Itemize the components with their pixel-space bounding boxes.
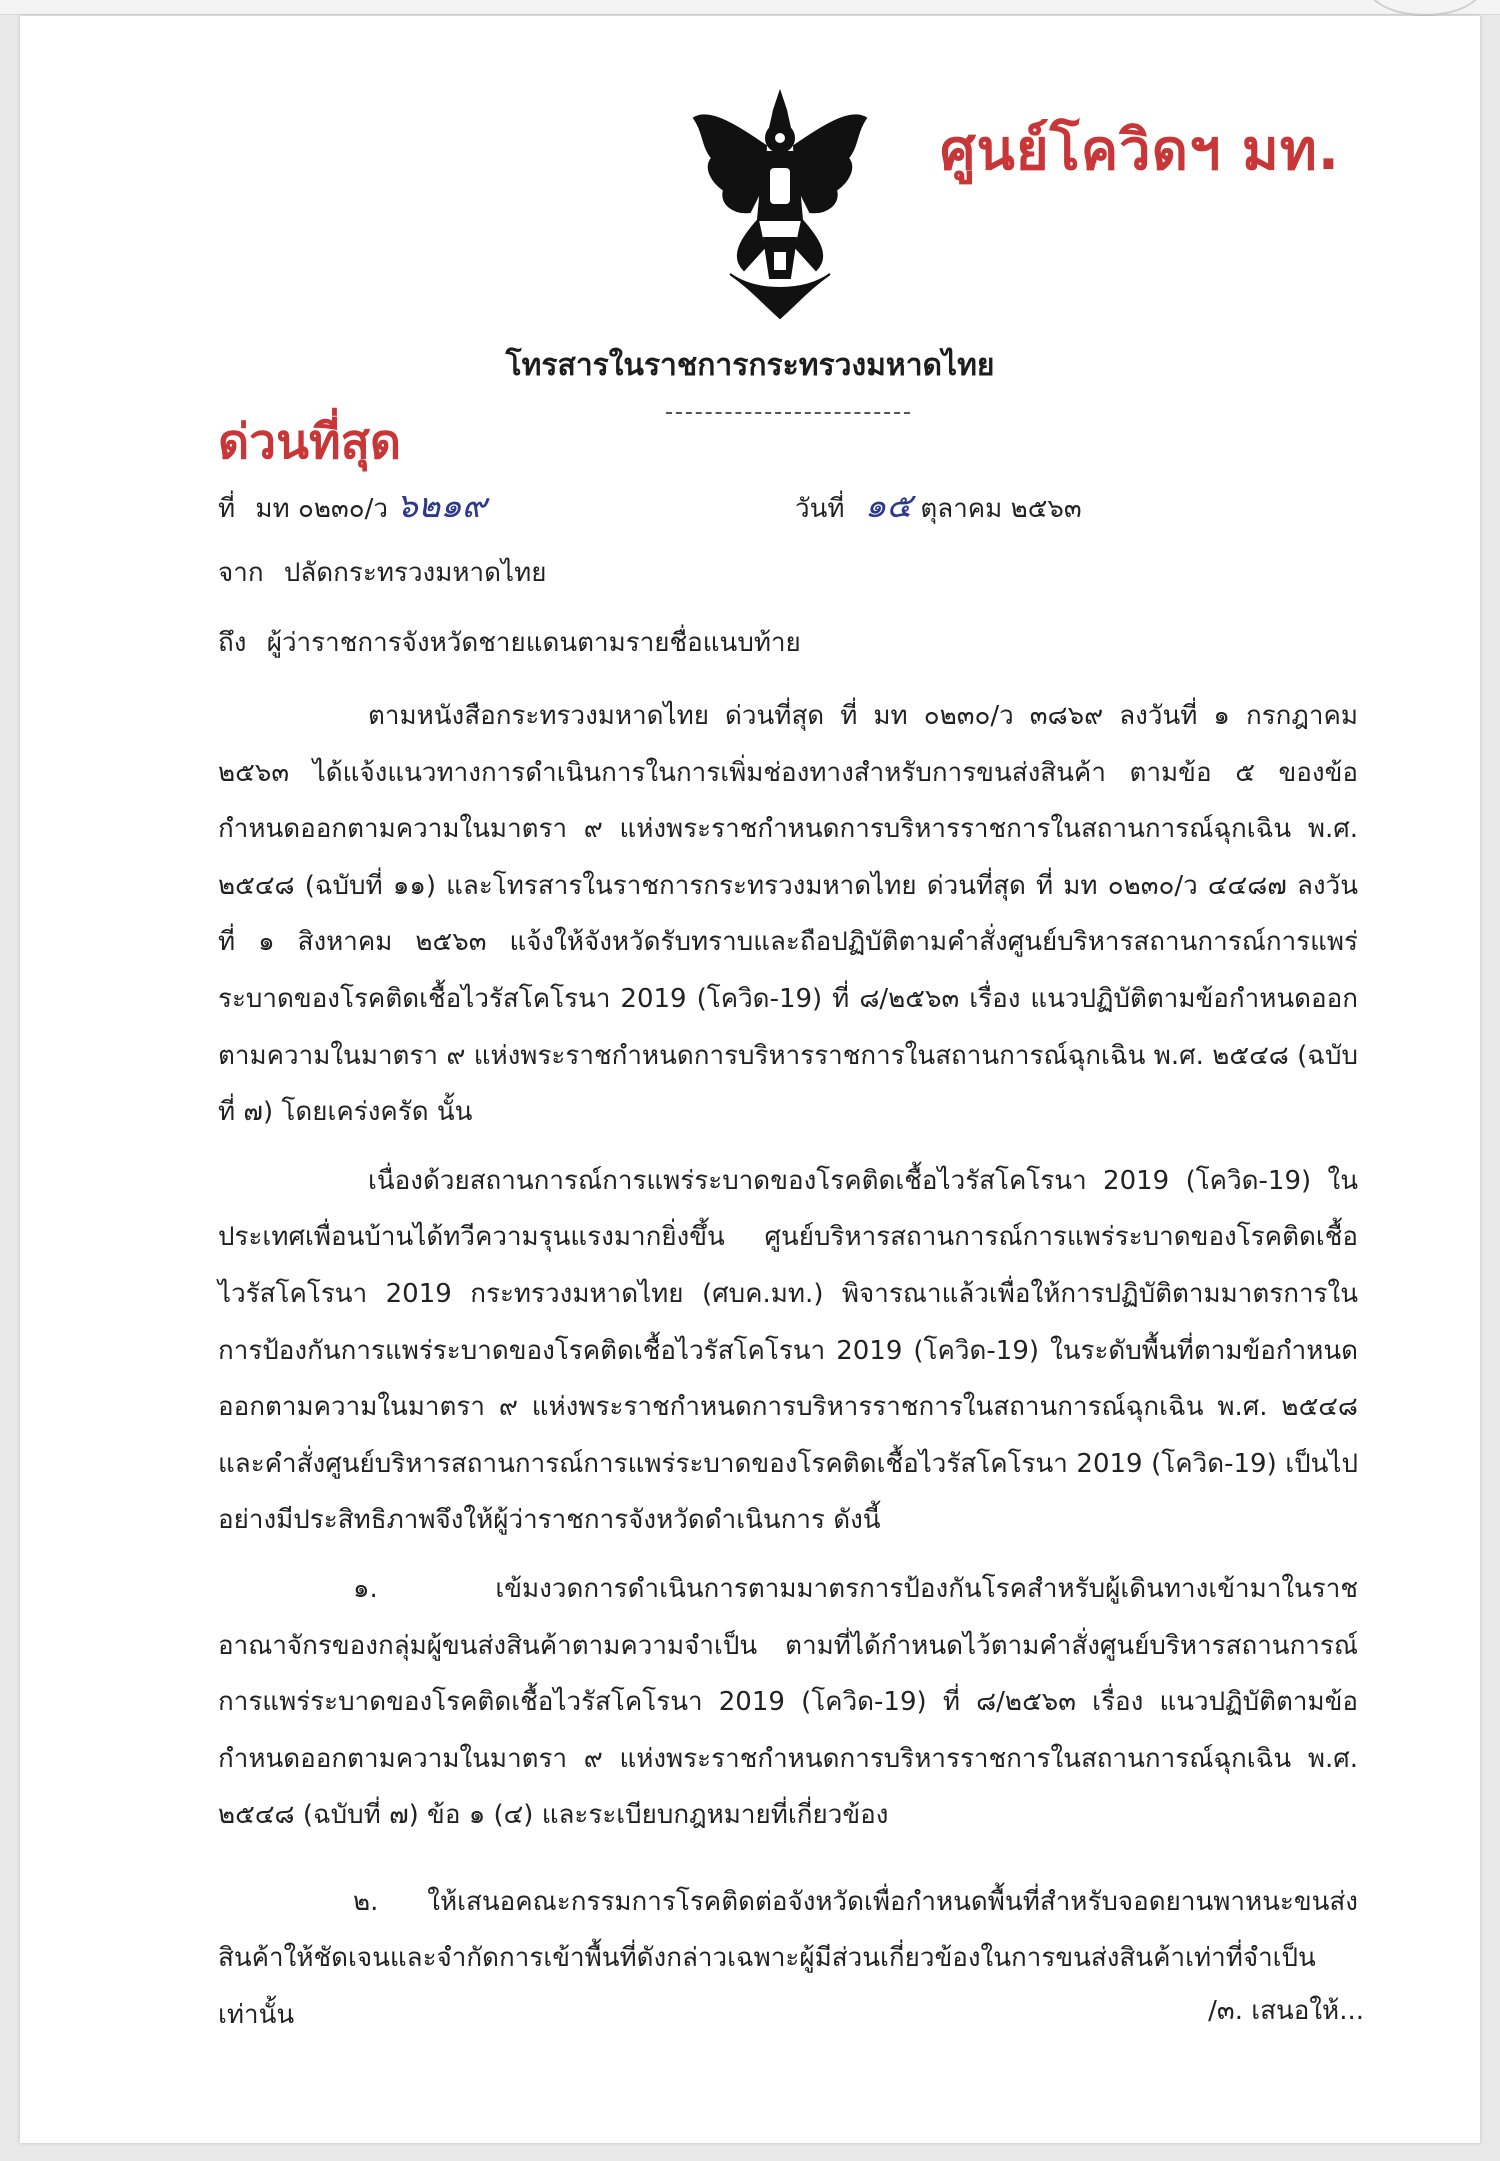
to-label: ถึง (218, 628, 247, 658)
title-divider (666, 412, 910, 414)
from-line (218, 552, 546, 593)
reference-handwritten-number: ๖๒๑๙ (396, 486, 487, 526)
document-title: โทรสารในราชการกระทรวงมหาดไทย (505, 348, 995, 383)
to-value: ผู้ว่าราชการจังหวัดชายแดนตามรายชื่อแนบท้าย (266, 628, 801, 658)
urgency-stamp: ด่วนที่สุด (218, 414, 402, 470)
viewer-top-bar (0, 0, 1500, 15)
covid-center-stamp: ศูนย์โควิดฯ มท. (940, 118, 1341, 183)
date-label: วันที่ (795, 494, 845, 524)
continuation-note: /๓. เสนอให้... (1208, 1996, 1364, 2026)
paragraph-reference: ตามหนังสือกระทรวงมหาดไทย ด่วนที่สุด ที่ มท ๐๒๓๐/ว ๓๘๖๙ ลงวันที่ ๑ กรกฎาคม ๒๕๖๓ ได้แจ้งแนวทางการดำเนินการในการเพิ่มช่องทางสำหรับการขนส่งสินค้า ตามข้อ ๕ ของข้อกำหนดออกตามความในมาตรา ๙ แห่งพระราชกำหนดการบริหารราชการในสถานการณ์ฉุกเฉิน พ.ศ. ๒๕๔๘ (ฉบับที่ ๑๑) และโทรสารในราชการกระทรวงมหาดไทย ด่วนที่สุด ที่ มท ๐๒๓๐/ว ๔๔๘๗ ลงวันที่ ๑ สิงหาคม ๒๕๖๓ แจ้งให้จังหวัดรับทราบและถือปฏิบัติตามคำสั่งศูนย์บริหารสถานการณ์การแพร่ระบาดของโรคติดเชื้อไวรัสโคโรนา 2019 (โควิด-19) ที่ ๘/๒๕๖๓ เรื่อง แนวปฏิบัติตามข้อกำหนดออกตามความในมาตรา ๙ แห่งพระราชกำหนดการบริหารราชการในสถานการณ์ฉุกเฉิน พ.ศ. ๒๕๔๘ (ฉบับที่ ๗) โดยเคร่งครัด นั้น (218, 701, 1358, 1128)
to-line (218, 622, 801, 663)
reference-label: ที่ (218, 494, 236, 524)
document-body (218, 688, 1358, 2044)
date-handwritten-day: ๑๕ (864, 486, 913, 526)
viewer-corner-button[interactable] (1368, 0, 1482, 16)
date-month-year: ตุลาคม ๒๕๖๓ (920, 494, 1082, 524)
reference-number: มท ๐๒๓๐/ว (255, 494, 388, 524)
reference-line (218, 478, 487, 532)
paragraph-item-2: ๒. ให้เสนอคณะกรรมการโรคติดต่อจังหวัดเพื่อกำหนดพื้นที่สำหรับจอดยานพาหนะขนส่งสินค้าให้ชัดเจนและจำกัดการเข้าพื้นที่ดังกล่าวเฉพาะผู้มีส่วนเกี่ยวข้องในการขนส่งสินค้าเท่าที่จำเป็นเท่านั้น (218, 1886, 1358, 2031)
garuda-emblem-icon (690, 88, 870, 323)
from-value: ปลัดกระทรวงมหาดไทย (283, 558, 547, 588)
date-line (795, 478, 1082, 532)
from-label: จาก (218, 558, 264, 588)
paragraph-situation: เนื่องด้วยสถานการณ์การแพร่ระบาดของโรคติดเชื้อไวรัสโคโรนา 2019 (โควิด-19) ในประเทศเพื่อนบ้านได้ทวีความรุนแรงมากยิ่งขึ้น ศูนย์บริหารสถานการณ์การแพร่ระบาดของโรคติดเชื้อไวรัสโคโรนา 2019 กระทรวงมหาดไทย (ศบค.มท.) พิจารณาแล้วเพื่อให้การปฏิบัติตามมาตรการในการป้องกันการแพร่ระบาดของโรคติดเชื้อไวรัสโคโรนา 2019 (โควิด-19) ในระดับพื้นที่ตามข้อกำหนดออกตามความในมาตรา ๙ แห่งพระราชกำหนดการบริหารราชการในสถานการณ์ฉุกเฉิน พ.ศ. ๒๕๔๘ และคำสั่งศูนย์บริหารสถานการณ์การแพร่ระบาดของโรคติดเชื้อไวรัสโคโรนา 2019 (โควิด-19) เป็นไปอย่างมีประสิทธิภาพจึงให้ผู้ว่าราชการจังหวัดดำเนินการ ดังนี้ (218, 1165, 1358, 1536)
paragraph-item-1: ๑. เข้มงวดการดำเนินการตามมาตรการป้องกันโรคสำหรับผู้เดินทางเข้ามาในราชอาณาจักรของกลุ่มผู้ขนส่งสินค้าตามความจำเป็น ตามที่ได้กำหนดไว้ตามคำสั่งศูนย์บริหารสถานการณ์การแพร่ระบาดของโรคติดเชื้อไวรัสโคโรนา 2019 (โควิด-19) ที่ ๘/๒๕๖๓ เรื่อง แนวปฏิบัติตามข้อกำหนดออกตามความในมาตรา ๙ แห่งพระราชกำหนดการบริหารราชการในสถานการณ์ฉุกเฉิน พ.ศ. ๒๕๔๘ (ฉบับที่ ๗) ข้อ ๑ (๔) และระเบียบกฎหมายที่เกี่ยวข้อง (218, 1573, 1358, 1831)
